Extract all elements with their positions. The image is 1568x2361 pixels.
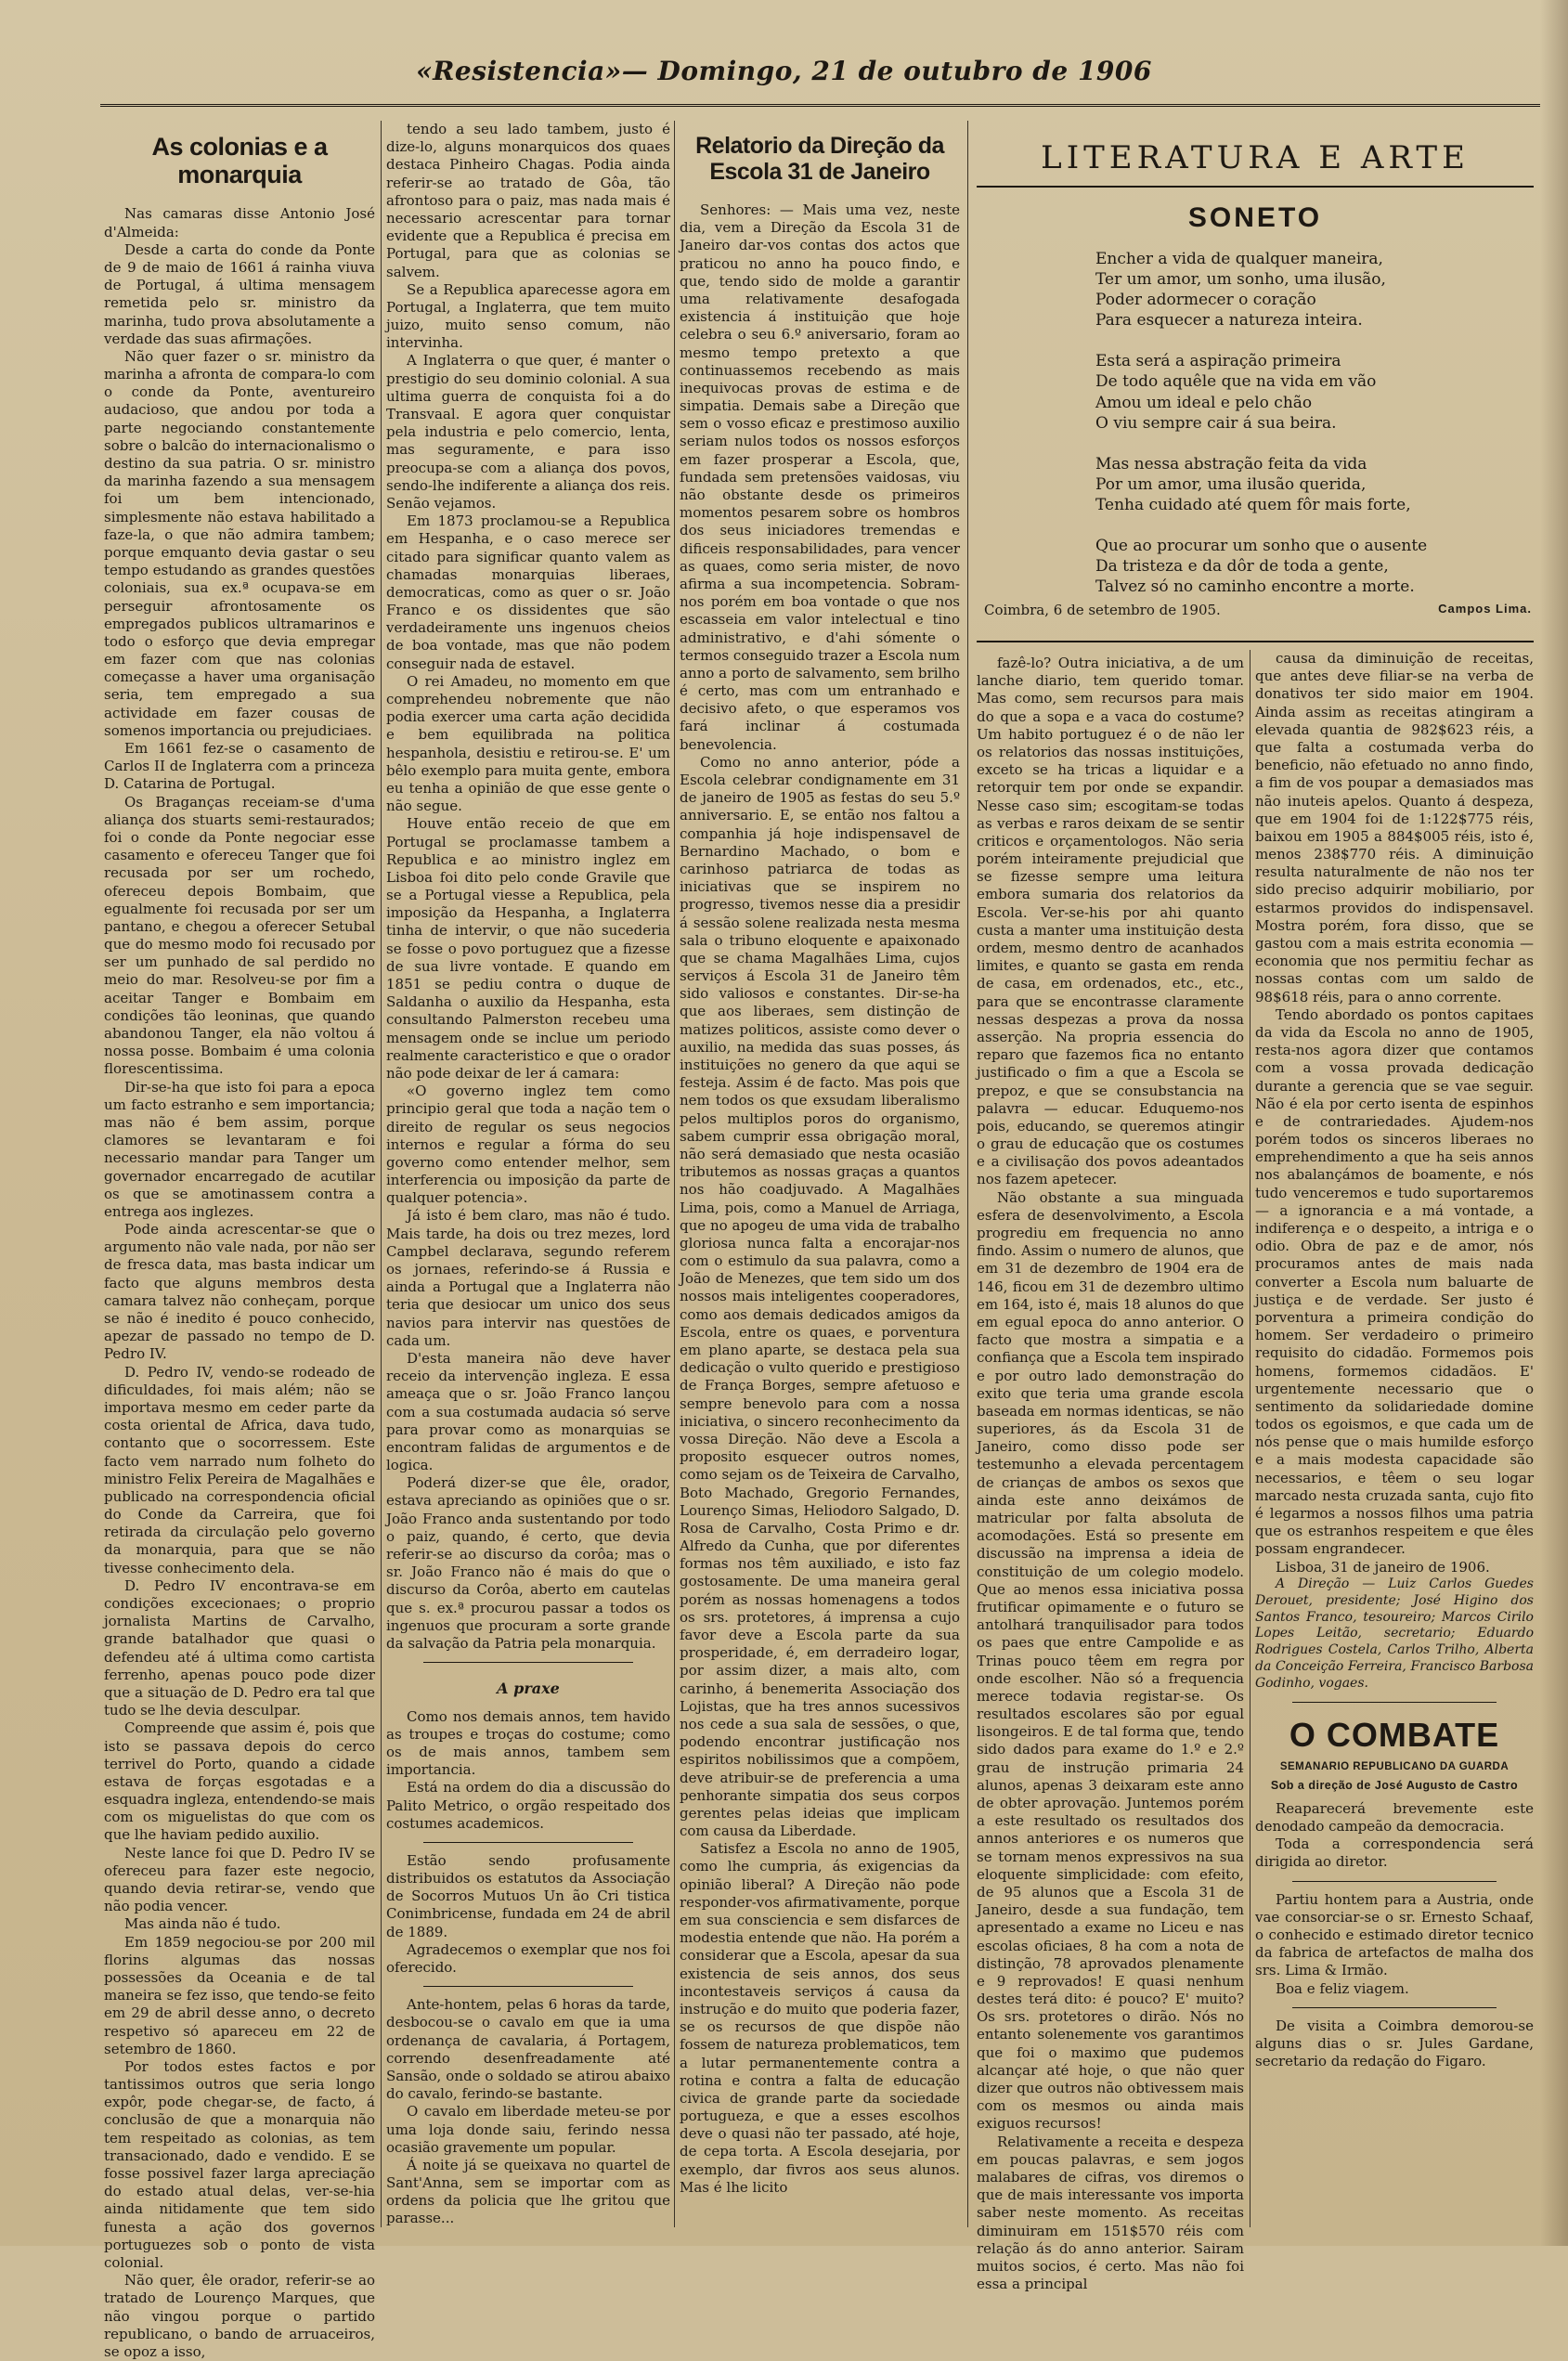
paragraph: Não quer fazer o sr. ministro da marinha a afronta de compara-lo com o conde da Ponte, aventureiro audacioso, que andou por toda a parte negociando constantemente sobre o balcão do internacionalismo o destino da sua patria. O sr. ministro da marinha fazendo a sua mensagem foi um bem intencionado, simplesmente não estava habilitado a faze-la, o que não admira tambem; porque emquanto devia gastar o seu tempo estudando as grandes questões coloniais, sua ex.ª ocupava-se em perseguir afrontosamente os empregados publicos ultramarinos e todo o esforço que devia empregar em fazer com que nas colonias começasse a haver uma organisação seria, tem empregado a sua actividade em fazer cousas de somenos importancia ou prejudiciaes. <box>104 347 375 739</box>
poem-line: Que ao procurar um sonho que o ausente <box>1095 537 1428 556</box>
paragraph: Á noite já se queixava no quartel de Sant'Anna, sem se importar com as ordens da policia que lhe gritou que parasse... <box>386 2156 670 2227</box>
poem-stanza <box>1095 536 1532 597</box>
paragraph: Não quer, êle orador, referir-se ao tratado de Lourenço Marques, que não vingou porque o partido republicano, o bando de arruaceiros, se opoz a isso, <box>104 2272 375 2360</box>
poem-line: Talvez só no caminho encontre a morte. <box>1095 577 1415 597</box>
paragraph: O cavalo em liberdade meteu-se por uma loja donde saiu, ferindo nessa ocasião gravemente um popular. <box>386 2103 670 2156</box>
paragraph: tendo a seu lado tambem, justo é dize-lo, alguns monarquicos dos quaes destaca Pinheiro Chagas. Podia ainda referir-se ao tratado de Gôa, tão afrontoso para o paiz, mas nada mais é necessario acrescentar para tornar evidente que a Republica é precisa em Portugal, para que as colonias se salvem. <box>386 121 670 280</box>
combate-direction: Sob a direção de José Augusto de Castro <box>1270 1778 1519 1792</box>
article-body-praxe <box>386 1708 670 1833</box>
paragraph: Compreende que assim é, pois que isto se passava depois do cerco terrivel do Porto, quando a cidade estava de forças esgotadas e a esquadra ingleza, entendendo-se mais com os miguelistas do que com os que lhe haviam pedido auxilio. <box>104 1719 375 1844</box>
column-divider <box>674 121 675 2227</box>
paragraph: Como nos demais annos, tem havido as troupes e troças do costume; como os de mais annos, tambem sem importancia. <box>386 1707 670 1779</box>
article-body-relatorio-end <box>1255 650 1534 1576</box>
paragraph: Em 1873 proclamou-se a Republica em Hespanha, e o caso merece ser citado para significar quanto valem as chamadas monarquias liberaes, democraticas, como as quer o sr. João Franco e os dissidentes que são verdadeiramente uns ingenuos cheios de boa vontade, mas que não podem conseguir nada de estavel. <box>386 512 670 672</box>
paragraph: causa da diminuição de receitas, que antes deve filiar-se na verba de donativos ter sido maior em 1904. Ainda assim as receitas atingiram a elevada quantia de 982$623 réis, a que falta a costumada verba do beneficio, não efetuado no anno findo, a fim de vos poupar a demasiados mas não inuteis apelos. Quanto á despeza, que em 1904 foi de 1:122$775 réis, baixou em 1905 a 884$005 réis, isto é, menos 238$770 réis. A diminuição resulta naturalmente de não nos ter sido preciso adquirir mobiliario, por estarmos providos do indispensavel. Mostra porém, fora disso, que se gastou com a mais estrita economia — economia que nos permitiu fechar as nossas contas com um saldo de 98$618 réis, para o anno corrente. <box>1255 650 1534 1005</box>
header-rule <box>100 104 1540 107</box>
poem-line: Esta será a aspiração primeira <box>1095 352 1341 371</box>
column-divider <box>1250 650 1251 2227</box>
divider <box>977 641 1534 642</box>
paragraph: Relativamente a receita e despeza em poucas palavras, e sem jogos malabares de cifras, vos diremos o que de mais interessante vos importa saber neste momento. As receitas diminuiram em 151$570 réis com relação ás do anno anterior. Sairam muitos socios, é certo. Mas não foi essa a principal <box>977 2133 1244 2293</box>
paragraph: Ante-hontem, pelas 6 horas da tarde, desbocou-se o cavalo em que ia uma ordenança de cavalaria, á Portagem, correndo desenfreadamente até Sansão, onde o soldado se atirou abaixo do cavalo, ferindo-se bastante. <box>386 1996 670 2103</box>
poem-line: Por um amor, uma ilusão querida, <box>1095 474 1367 494</box>
poem-line: De todo aquêle que na vida em vão <box>1095 372 1377 392</box>
poem-line: Poder adormecer o coração <box>1095 291 1316 310</box>
paragraph: Por todos estes factos e por tantissimos outros que seria longo expôr, pode chegar-se, de facto, á conclusão de que a monarquia não tem respeitado as colonias, as tem transacionado, dado e vendido. E se fosse possivel fazer larga apreciação do estado atual delas, ver-se-hia ainda nitidamente que tem sido funesta a ação dos governos portuguezes sob o ponto de vista colonial. <box>104 2057 375 2271</box>
poem-line: Mas nessa abstração feita da vida <box>1095 454 1367 473</box>
column-1 <box>104 121 375 2360</box>
paragraph: Estão sendo profusamente distribuidos os estatutos da Associação de Socorros Mutuos Un ão Cri tistica Conimbricense, fundada em 24 de abril de 1889. <box>386 1851 670 1940</box>
poem-line: Amou um ideal e pelo chão <box>1095 393 1313 412</box>
paragraph: fazê-lo? Outra iniciativa, a de um lanche diario, tem querido tomar. Mas como, sem recursos para mais do que a sopa e a vaca do costume? Um habito portuguez é o de não ler os relatorios das nossas instituições, exceto se ha tricas a liquidar e a retorquir tem por onde se expandir. Nesse caso sim; escogitam-se todas as verbas e raros deixam de se sentir criticos e orçamentologos. Não seria porém inteiramente prejudicial que se fizesse sempre uma leitura embora sumaria dos relatorios da Escola. Ver-se-his por ahi quanto custa a manter uma instituição desta ordem, mesmo dentro de acanhados limites, e quanto se gasta em renda de casa, em ordenados, etc., etc., para que se encontrasse claramente nessas despezas a prova da nossa asserção. Na propria essencia do reparo que fazemos fica no entanto justificado o fim a que a Escola se prepoz, e que se consubstancia na palavra — educar. Eduquemo-nos pois, educando, se queremos atingir o grau de educação que os costumes e a civilisação dos povos adeantados nos fazem apetecer. <box>977 655 1244 1188</box>
paragraph: Os Braganças receiam-se d'uma aliança dos stuarts semi-restaurados; foi o conde da Ponte negociar esse casamento e ofereceu Tanger que foi recusada por ser um rochedo, ofereceu depois Bombaim, que egualmente foi recusada por ser um pantano, e chegou a oferecer Setubal que do mesmo modo foi recusado por ser um punhado de sal perdido no meio do mar. Resolveu-se por fim a aceitar Tanger e Bombaim em condições tão leoninas, que quando abandonou Tanger, ela não voltou á nossa posse. Bombaim é uma colonia florescentissima. <box>104 793 375 1078</box>
article-body-relatorio-cont <box>977 655 1244 2293</box>
poem-author: Campos Lima. <box>1438 602 1532 616</box>
paragraph: Lisboa, 31 de janeiro de 1906. <box>1276 1558 1490 1576</box>
article-body-colonias-cont <box>386 121 670 1653</box>
article-body-cavalo <box>386 1996 670 2227</box>
signers: A Direção — Luiz Carlos Guedes Derouet, presidente; José Higino dos Santos Franco, tesoureiro; Marcos Cirilo Lopes Leitão, secretario; Eduardo Rodrigues Costela, Carlos Trilho, Alberta da Conceição Ferreira, Francisco Barbosa Godinho, vogaes. <box>1255 1576 1534 1692</box>
paragraph: A Inglaterra o que quer, é manter o prestigio do seu dominio colonial. A sua ultima guerra de conquista foi a do Transvaal. E agora quer conquistar pela industria e pelo comercio, lenta, mas seguramente, e para isso preocupa-se com a aliança dos povos, sendo-lhe indiferente a aliança dos reis. Senão vejamos. <box>386 352 670 512</box>
section-title-literatura: LITERATURA E ARTE <box>1041 139 1470 176</box>
paragraph: Reaparecerá brevemente este denodado campeão da democracia. <box>1255 1799 1534 1836</box>
paragraph: «O governo inglez tem como principio geral que toda a nação tem o direito de regular os seus negocios internos e regular a fórma do seu governo como entender melhor, sem interferencia ou imposição da parte de qualquer potencia». <box>386 1083 670 1207</box>
poem-line: Da tristeza e da dôr de toda a gente, <box>1095 557 1389 577</box>
poem-soneto <box>1095 249 1532 617</box>
headline-relatorio: Relatorio da Direção da Escola 31 de Janeiro <box>695 133 944 185</box>
paragraph: Tendo abordado os pontos capitaes da vida da Escola no anno de 1905, resta-nos agora dizer que contamos com a vossa provada dedicação durante a gerencia que se vae seguir. Não é ela por certo isenta de espinhos e de contrariedades. Ajudem-nos porém todos os sinceros liberaes no emprehendimento a que ha seis annos nos abalançámos de boamente, e nós tudo venceremos e tudo suportaremos — a ignorancia e a má vontade, a indiferença e o despeito, a intriga e o odio. Obra de paz e de amor, nós procuramos antes de mais nada converter a Escola num baluarte de justiça e de verdade. Ser justo é porventura a primeira condição do homem. Ser verdadeiro o primeiro requisito do cidadão. Formemos pois homens, formemos cidadãos. E' urgentemente necessario que o sentimento da solidariedade domine todos os egoismos, e que cada um de nós pense que o mais humilde esforço e a mais modesta capacidade são necessarios, e têem o seu logar marcado nesta cruzada santa, cujo fito é legarmos a nossos filhos uma patria que os estranhos respeitem e que êles possam engrandecer. <box>1255 1005 1534 1558</box>
paragraph: Em 1661 fez-se o casamento de Carlos II de Inglaterra com a princeza D. Catarina de Portugal. <box>104 740 375 793</box>
poem-line: Tenha cuidado até quem fôr mais forte, <box>1095 495 1411 514</box>
article-body-estatutos <box>386 1852 670 1977</box>
headline-colonias: As colonias e a monarquia <box>151 133 328 188</box>
paragraph: Senhores: — Mais uma vez, neste dia, vem a Direção da Escola 31 de Janeiro dar-vos contas dos actos que praticou no anno ha pouco findo, e que, tendo sido de molde a garantir uma relativamente desafogada existencia á instituição que hoje celebra o seu 6.º aniversario, foram ao mesmo tempo pretexto a que continuassemos recebendo as mais inequivocas provas de estima e de simpatia. Demais sabe a Direção que sem o vosso eficaz e prestimoso auxilio seriam nulos todos os nossos esforços em fazer prosperar a Escola, que, fundada sem pretensões vaidosas, viu não obstante desde os primeiros momentos pesarem sobre os hombros dos seus iniciadores tremendas e dificeis responsabilidades, para vencer as quaes, como seria mister, de novo afirma a sua incompetencia. Sobram-nos porém em boa vontade o que nos escasseia em valor intelectual e tino administrativo, e d'ahi sómente o termos conseguido trazer a Escola num anno a porto de salvamento, sem brilho é certo, mas com um entranhado e decisivo afeto, o que esperamos vos fará inclinar á costumada benevolencia. <box>680 201 960 753</box>
headline-praxe: A praxe <box>497 1680 560 1698</box>
poem-line: Para esquecer a natureza inteira. <box>1095 311 1363 331</box>
divider <box>423 1986 633 1987</box>
combate-subtitle: SEMANARIO REPUBLICANO DA GUARDA <box>1279 1761 1510 1773</box>
paragraph: Toda a correspondencia será dirigida ao diretor. <box>1255 1836 1534 1871</box>
combate-body <box>1255 1800 1534 1872</box>
paragraph: Se a Republica aparecesse agora em Portugal, a Inglaterra, que tem muito juizo, muito senso comum, não intervinha. <box>386 280 670 352</box>
headline-combate: O COMBATE <box>1289 1716 1500 1755</box>
paragraph: Houve então receio de que em Portugal se proclamasse tambem a Republica e ao ministro inglez em Lisboa foi dito pelo conde Gravile que se a Portugal viesse a Republica, pela imposição da Hespanha, a Inglaterra tinha de intervir, o que não sucederia se fosse o povo portuguez que a fizesse de sua livre vontade. E quando em 1851 se pediu contra o duque de Saldanha o auxilio da Hespanha, esta consultando Palmerston recebeu uma mensagem onde se inclue um periodo realmente caracteristico e que o orador não pode deixar de ler á camara: <box>386 815 670 1082</box>
poem-stanza <box>1095 351 1532 433</box>
divider <box>1292 2007 1497 2008</box>
paragraph: D. Pedro IV, vendo-se rodeado de dificuldades, foi mais além; não se importava mesmo em ceder parte da costa oriental de Africa, dava tudo, contanto que o socorressem. Este facto vem narrado num folheto do ministro Felix Pereira de Magalhães e publicado na correspondencia oficial do Conde da Carreira, que foi retirada da circulação pelo governo da monarquia, para que se não tivesse conhecimento dela. <box>104 1363 375 1576</box>
notice-partida <box>1255 1891 1534 1998</box>
paragraph: Não obstante a sua minguada esfera de desenvolvimento, a Escola progrediu em frequencia no anno findo. Assim o numero de alunos, que em 31 de dezembro de 1904 era de 146, ficou em 31 de dezembro ultimo em 164, isto é, mais 18 alunos do que em egual epoca do anno anterior. O facto que mostra a simpatia e a confiança que a Escola tem inspirado e por outro lado demonstração do exito que teria uma grande escola baseada em normas identicas, se não superiores, ás da Escola 31 de Janeiro, como disso pode ser testemunho a elevada percentagem de crianças de ambos os sexos que ainda este anno deixámos de matricular por falta absoluta de acomodações. Está so presente em discussão na imprensa a ideia de constituição de um colegio modelo. Que ao menos essa iniciativa possa frutificar opimamente e o futuro se antolhará tranquilisador para todos os paes que entre Campolide e as Trinas pouco têem em regra por onde escolher. Não só a frequencia merece todavia registar-se. Os resultados escolares são por egual lisongeiros. E de tal forma que, tendo sido dados para exame do 1.º e 2.º grau de instrução primaria 24 alunos, apenas 3 deixaram este anno de obter aprovação. Juntemos porém a este resultado os resultados dos annos anteriores e os numeros que se tornam menos expressivos na sua eloquente simplicidade: com efeito, de 95 alunos que a Escola 31 de Janeiro, desde a sua fundação, tem apresentado a exame no Liceu e nas escolas oficiaes, 8 ha com a nota de distinção, 78 aprovados plenamente e 9 reprovados! E quasi nenhum destes terá dito: é pouco? E' muito? Os srs. protetores o dirão. Nós no entanto solenemente vos garantimos que foi o maximo que pudemos alcançar até hoje, o que não quer dizer que outros não obtivessem mais com os mesmos ou ainda mais exiguos recursos! <box>977 1188 1244 2133</box>
paragraph: Boa e feliz viagem. <box>1276 1979 1409 1997</box>
divider <box>977 186 1534 188</box>
poem-line: O viu sempre cair á sua beira. <box>1095 413 1337 433</box>
divider <box>423 1662 633 1663</box>
poem-line: Encher a vida de qualquer maneira, <box>1095 250 1383 268</box>
paragraph: Em 1859 negociou-se por 200 mil florins algumas das nossas possessões da Oceania e de tal maneira se fez isso, que tendo-se feito em 29 de abril desse anno, o decreto respetivo só apareceu em 22 de setembro de 1860. <box>104 1933 375 2057</box>
poem-line: Ter um amor, um sonho, uma ilusão, <box>1095 270 1386 290</box>
poem-date: Coimbra, 6 de setembro de 1905. <box>984 602 1221 618</box>
poem-title: SONETO <box>1187 202 1323 233</box>
paragraph: Já isto é bem claro, mas não é tudo. Mais tarde, ha dois ou trez mezes, lord Campbel declarava, segundo referem os jornaes, referindo-se á Russia e ainda a Portugal que a Inglaterra não teria que desiocar um unico dos seus navios para intervir nas questões de cada um. <box>386 1207 670 1349</box>
poem-stanza <box>1095 454 1532 515</box>
paragraph: De visita a Coimbra demorou-se alguns dias o sr. Jules Gardane, secretario da redação do Figaro. <box>1255 2017 1534 2070</box>
paragraph: Agradecemos o exemplar que nos foi oferecido. <box>386 1940 670 1977</box>
article-body-colonias <box>104 205 375 2361</box>
paragraph: Está na ordem do dia a discussão do Palito Metrico, o orgão respeitado dos costumes academicos. <box>386 1779 670 1832</box>
column-3 <box>680 121 960 2228</box>
paragraph: Satisfez a Escola no anno de 1905, como lhe cumpria, ás exigencias da opinião liberal? A Direção não pode responder-vos afirmativamente, porque em sua consciencia e sem disfarces de modestia entende que não. Ha porém a considerar que a Escola, apesar da sua existencia de seis annos, dos seus incontestaveis serviços á causa da instrução e do muito que poderia fazer, se os recursos de que dispõe não fossem de natureza problematicos, tem a lutar permanentemente contra a rotina e contra a falta de educação civica de grande parte da sociedade portugueza, e que a esses escolhos deve o quasi não ter passado, até hoje, de cepa torta. A Escola desejaria, por exemplo, dar fivros aos seus alunos. Mas é lhe licito <box>680 1840 960 2196</box>
divider <box>423 1842 633 1843</box>
paragraph: Desde a carta do conde da Ponte de 9 de maio de 1661 á rainha viuva de Portugal, á ultima mensagem remetida pelo sr. ministro da marinha, tudo prova absolutamente a verdade das suas afirmações. <box>104 240 375 347</box>
divider <box>1292 1881 1497 1882</box>
paragraph: Como no anno anterior, póde a Escola celebrar condignamente em 31 de janeiro de 1905 as festas do seu 5.º anniversario. E, se então nos faltou a companhia já hoje indispensavel de Bernardino Machado, o bom e carinhoso patriarca de todas as iniciativas que se inspirem no progresso, tivemos nesse dia a presidir á sessão solene realizada nesta mesma sala o tribuno eloquente e apaixonado que se chama Magalhães Lima, cujos serviços á Escola 31 de Janeiro têm sido valiosos e constantes. Dir-se-ha que aos liberaes, sem distinção de matizes politicos, assiste como dever o auxilio, na medida das suas posses, ás instituições no genero da que aqui se festeja. Assim é de facto. Mas pois que nem todos os que exsudam liberalismo pelos multiplos poros do organismo, sabem cumprir essa obrigação moral, não será demasiado que nesta ocasião tributemos as nossas graças a quantos nos hão coadjuvado. A Magalhães Lima, pois, como a Manuel de Arriaga, que no apogeu de uma vida de trabalho gloriosa nunca falta a encorajar-nos com o estimulo da sua palavra, como a João de Menezes, que tem sido um dos nossos mais inteligentes cooperadores, como aos demais dedicados amigos da Escola, entre os quaes, e porventura em plano aparte, se destaca pela sua dedicação o vulto querido e prestigioso de França Borges, sempre afetuoso e sempre benevolo para com a nossa iniciativa, o sincero reconhecimento da vossa Direção. Não deve a Escola a proposito esquecer outros nomes, como sejam os de Teixeira de Carvalho, Boto Machado, Gregorio Fernandes, Lourenço Simas, Heliodoro Salgado, D. Rosa de Carvalho, Costa Primo e dr. Alfredo da Cunha, que por diferentes formas nos têm auxiliado, e isto faz gostosamente. De uma maneira geral porém as nossas homenagens a todos os srs. protetores, á imprensa a cujo favor deve a Escola parte da sua prosperidade, é, em derradeiro logar, por assim dizer, a mais alto, com carinho, á benemerita Associação dos Lojistas, que ha tres annos sucessivos nos cede a sua sala de sessões, o que, podendo encontrar justificação nos espiritos nobilissimos que a compõem, deve atribuir-se de preferencia a uma penhorante simpatia dos seus corpos gerentes pelas ideias que implicam com causa da Liberdade. <box>680 753 960 1840</box>
column-2 <box>386 121 670 2228</box>
paragraph: Neste lance foi que D. Pedro IV se ofereceu para fazer este negocio, quando devia retirar-se, vendo que não podia vencer. <box>104 1844 375 1915</box>
column-5 <box>1255 650 1534 2228</box>
paragraph: Dir-se-ha que isto foi para a epoca um facto estranho e sem importancia; mas não é bem assim, porque clamores se levantaram e foi necessario mandar para Tanger um governador encarregado de acutilar os que se amotinassem contra a entrega aos inglezes. <box>104 1078 375 1220</box>
paragraph: Mas ainda não é tudo. <box>124 1915 281 1933</box>
paragraph: Nas camaras disse Antonio José d'Almeida: <box>104 205 375 240</box>
paper-edge <box>1540 0 1568 2246</box>
notice-visita <box>1255 2017 1534 2071</box>
poem-meta <box>984 602 1532 618</box>
paragraph: D'esta maneira não deve haver receio da intervenção ingleza. E essa ameaça que o sr. João Franco lançou com a sua costumada audacia só serve para provar como as monarquias se encontram falidas de argumentos e de logica. <box>386 1349 670 1474</box>
paragraph: Partiu hontem para a Austria, onde vae consorciar-se o sr. Ernesto Schaaf, o conhecido e estimado diretor tecnico da fabrica de artefactos de malha dos srs. Lima & Irmão. <box>1255 1890 1534 1979</box>
paragraph: Pode ainda acrescentar-se que o argumento não vale nada, por não ser de fresca data, mas basta indicar um facto que alguns membros desta camara talvez não conheçam, porque se não é inedito é pouco conhecido, apezar de passado no tempo de D. Pedro IV. <box>104 1221 375 1363</box>
column-4 <box>977 655 1244 2293</box>
poem-stanza <box>1095 249 1532 331</box>
paragraph: D. Pedro IV encontrava-se em condições excecionaes; o proprio jornalista Martins de Carvalho, grande batalhador que quasi o defendeu até á ultima como cartista ferrenho, apenas pouco pode dizer que a situação de D. Pedro era tal que tudo se lhe devia desculpar. <box>104 1576 375 1719</box>
article-body-relatorio <box>680 201 960 2197</box>
divider <box>1292 1702 1497 1703</box>
masthead: «Resistencia»— Domingo, 21 de outubro de 1906 <box>416 56 1152 86</box>
paragraph: Poderá dizer-se que êle, orador, estava apreciando as opiniões que o sr. João Franco anda sustentando por todo o paiz, quando, é certo, que devia referir-se ao discurso da corôa; mas o sr. João Franco não é mais do que o discurso da Corôa, aberto em cautelas que s. ex.ª procurou passar a todos os ingenuos que procuram a sorte grande da salvação da Patria pela monarquia. <box>386 1474 670 1652</box>
column-divider <box>967 121 968 2227</box>
column-divider <box>381 121 382 2227</box>
paragraph: O rei Amadeu, no momento em que comprehendeu nobremente que não podia exercer uma carta ação decidida e bem equilibrada na politica hespanhola, desistiu e retirou-se. E' um bêlo exemplo para muita gente, embora eu tenha a opinião de que esse gente o não segue. <box>386 672 670 815</box>
